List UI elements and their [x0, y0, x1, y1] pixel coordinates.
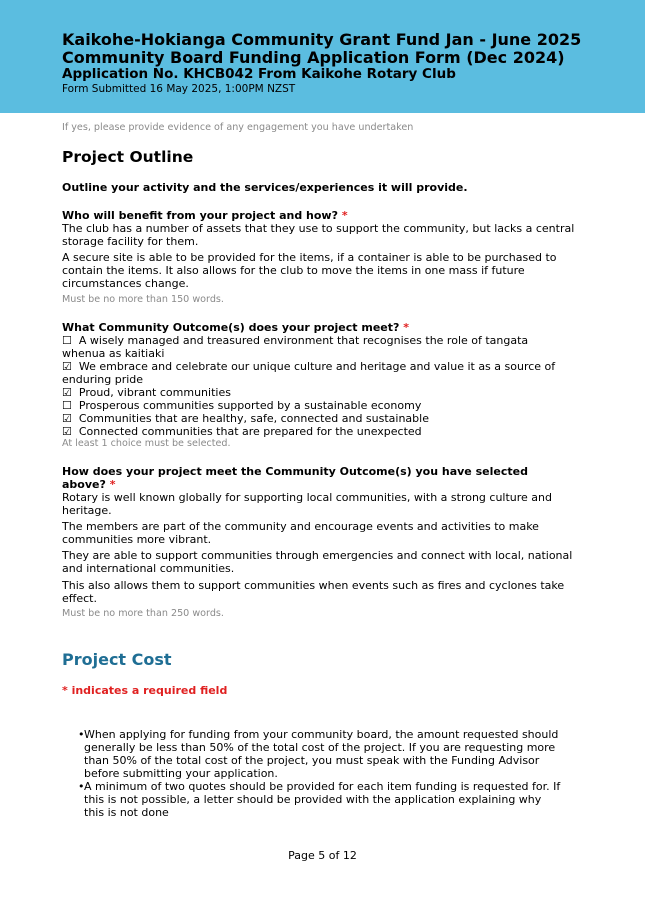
required-field-note: * indicates a required field: [62, 684, 228, 697]
checkbox-checked-icon: ☑: [62, 425, 72, 438]
form-title-line2: Community Board Funding Application Form (Dec 2024): [62, 48, 565, 67]
page-number: Page 5 of 12: [288, 849, 357, 862]
cost-guidance-item: When applying for funding from your community board, the amount requested should generally be less than 50% of the total cost of the project. If you are requesting more than 50% of the total cost of the project, you must speak with the Funding Advisor before submitting your application.: [84, 728, 559, 780]
option-label: A wisely managed and treasured environment that recognises the role of tangata whenua as kaitiaki: [62, 334, 529, 360]
question-label: How does your project meet the Community Outcome(s) you have selected above?: [62, 465, 528, 491]
answer-paragraph: They are able to support communities through emergencies and connect with local, national and international communities.: [62, 549, 573, 575]
question-community-outcomes: [62, 321, 409, 334]
checkbox-checked-icon: ☑: [62, 386, 72, 399]
bullet-dot: •: [78, 780, 85, 793]
required-asterisk: *: [341, 209, 348, 222]
question-label: What Community Outcome(s) does your project meet?: [62, 321, 400, 334]
outcome-option: [62, 334, 562, 360]
question-how-meet-outcomes: [62, 465, 542, 491]
selection-hint: At least 1 choice must be selected.: [62, 438, 231, 449]
project-cost-title: Project Cost: [62, 650, 172, 669]
word-limit-hint: Must be no more than 250 words.: [62, 608, 224, 619]
option-label: Prosperous communities supported by a sustainable economy: [78, 399, 422, 412]
outcome-option: [62, 412, 562, 425]
option-label: Communities that are healthy, safe, connected and sustainable: [78, 412, 429, 425]
engagement-note: If yes, please provide evidence of any engagement you have undertaken: [62, 122, 414, 133]
option-label: Proud, vibrant communities: [78, 386, 231, 399]
answer-paragraph: This also allows them to support communities when events such as fires and cyclones take effect.: [62, 579, 565, 605]
checkbox-unchecked-icon: ☐: [62, 334, 72, 347]
question-label: Who will benefit from your project and how?: [62, 209, 338, 222]
checkbox-checked-icon: ☑: [62, 360, 72, 373]
page-header: [0, 0, 645, 113]
outcome-option: [62, 425, 562, 438]
checkbox-checked-icon: ☑: [62, 412, 72, 425]
cost-guidance-item: A minimum of two quotes should be provided for each item funding is requested for. If this is not possible, a letter should be provided with the application explaining why this is not done: [84, 780, 561, 819]
form-title-line1: Kaikohe-Hokianga Community Grant Fund Jan - June 2025: [62, 30, 582, 49]
project-outline-intro: Outline your activity and the services/experiences it will provide.: [62, 181, 468, 194]
project-outline-title: Project Outline: [62, 148, 194, 166]
answer-paragraph: The club has a number of assets that they use to support the community, but lacks a central storage facility for them.: [62, 222, 575, 248]
required-asterisk: *: [403, 321, 409, 334]
application-number: Application No. KHCB042 From Kaikohe Rotary Club: [62, 66, 456, 82]
question-who-benefits: [62, 209, 348, 222]
option-label: Connected communities that are prepared for the unexpected: [78, 425, 422, 438]
answer-paragraph: A secure site is able to be provided for the items, if a container is able to be purchased to contain the items. It also allows for the club to move the items in one mass if future circumstances change.: [62, 251, 557, 290]
required-asterisk: *: [109, 478, 116, 491]
outcome-option: [62, 360, 562, 386]
outcome-option: [62, 386, 562, 399]
word-limit-hint: Must be no more than 150 words.: [62, 294, 224, 305]
option-label: We embrace and celebrate our unique culture and heritage and value it as a source of enduring pride: [62, 360, 556, 386]
outcome-option: [62, 399, 562, 412]
submitted-timestamp: Form Submitted 16 May 2025, 1:00PM NZST: [62, 83, 296, 95]
bullet-dot: •: [78, 728, 85, 741]
checkbox-unchecked-icon: ☐: [62, 399, 72, 412]
answer-paragraph: Rotary is well known globally for supporting local communities, with a strong culture and heritage.: [62, 491, 552, 517]
answer-paragraph: The members are part of the community and encourage events and activities to make communities more vibrant.: [62, 520, 539, 546]
